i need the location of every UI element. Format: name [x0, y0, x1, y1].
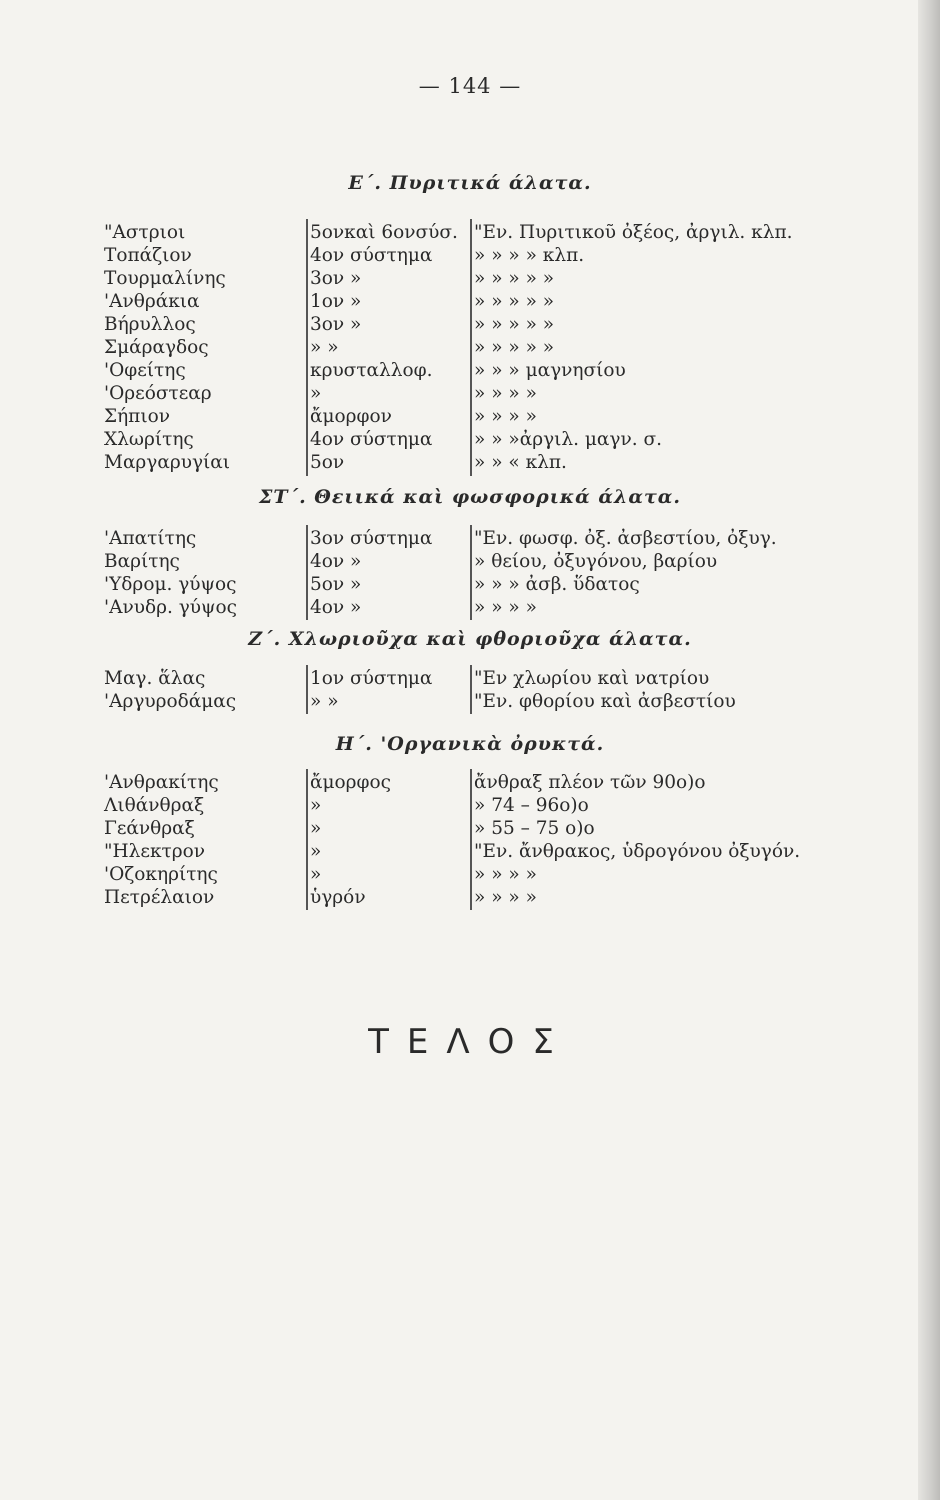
table-row [104, 528, 854, 551]
mineral-name: "Ηλεκτρον [104, 841, 206, 862]
table-row [104, 772, 854, 795]
crystal-system: 5ον » [310, 574, 362, 595]
crystal-system: ἄμορφον [310, 406, 392, 427]
table-row [104, 383, 854, 406]
mineral-name: Λιθάνθραξ [104, 795, 205, 816]
mineral-name: Βήρυλλος [104, 314, 196, 335]
crystal-system: 3ον σύστημα [310, 528, 433, 549]
table-row [104, 864, 854, 887]
crystal-system: » » [310, 691, 339, 712]
table-silicates [104, 222, 854, 475]
composition: "Εν χλωρίου καὶ νατρίου [474, 668, 710, 689]
composition: » » » » [474, 406, 537, 427]
composition: "Εν. ἄνθρακος, ὑδρογόνου ὀξυγόν. [474, 841, 801, 862]
composition: » » »ἀργιλ. μαγν. σ. [474, 429, 662, 450]
composition: » » » » » [474, 268, 555, 289]
mineral-name: "Αστριοι [104, 222, 186, 243]
composition: » » » » » [474, 291, 555, 312]
crystal-system: 5ονκαὶ 6ονσύσ. [310, 222, 458, 243]
table-chlorides-fluorides [104, 668, 854, 714]
mineral-name: Τοπάζιον [104, 245, 192, 266]
composition: » 74 – 96ο)ο [474, 795, 589, 816]
crystal-system: ὑγρόν [310, 887, 366, 908]
mineral-name: 'Οζοκηρίτης [104, 864, 218, 885]
mineral-name: Τουρμαλίνης [104, 268, 226, 289]
composition: » θείου, ὀξυγόνου, βαρίου [474, 551, 718, 572]
crystal-system: » [310, 795, 322, 816]
mineral-name: 'Ορεόστεαρ [104, 383, 212, 404]
crystal-system: 3ον » [310, 314, 362, 335]
composition: » » » ἀσβ. ὕδατος [474, 574, 640, 595]
mineral-name: 'Ανθράκια [104, 291, 200, 312]
table-row [104, 222, 854, 245]
crystal-system: κρυσταλλοφ. [310, 360, 433, 381]
section-heading-chlorides-fluorides: Ζ΄. Χλωριοῦχα καὶ φθοριοῦχα άλατα. [248, 628, 692, 650]
table-row [104, 887, 854, 910]
mineral-name: 'Οφείτης [104, 360, 186, 381]
mineral-name: Πετρέλαιον [104, 887, 215, 908]
mineral-name: Σήπιον [104, 406, 170, 427]
crystal-system: » » [310, 337, 339, 358]
composition: » » » » » [474, 314, 555, 335]
table-row [104, 691, 854, 714]
mineral-name: Βαρίτης [104, 551, 180, 572]
crystal-system: » [310, 841, 322, 862]
crystal-system: » [310, 383, 322, 404]
table-row [104, 818, 854, 841]
crystal-system: 4ον σύστημα [310, 245, 433, 266]
table-row [104, 268, 854, 291]
table-organic-minerals [104, 772, 854, 910]
composition: » 55 – 75 ο)ο [474, 818, 595, 839]
mineral-name: 'Ανθρακίτης [104, 772, 219, 793]
table-row [104, 597, 854, 620]
table-row [104, 291, 854, 314]
table-row [104, 551, 854, 574]
composition: "Εν. Πυριτικοῦ ὀξέος, ἀργιλ. κλπ. [474, 222, 793, 243]
composition: » » » » [474, 864, 537, 885]
composition: » » » » κλπ. [474, 245, 585, 266]
mineral-name: Γεάνθραξ [104, 818, 195, 839]
mineral-name: Σμάραγδος [104, 337, 209, 358]
section-heading-sulfates-phosphates: ΣΤ΄. Θειικά καὶ φωσφορικά άλατα. [259, 486, 681, 508]
composition: » » » μαγνησίου [474, 360, 626, 381]
section-heading-organic-minerals: Η΄. 'Οργανικὰ ὀρυκτά. [335, 733, 605, 755]
crystal-system: ἄμορφος [310, 772, 391, 793]
crystal-system: 4ον » [310, 597, 362, 618]
crystal-system: » [310, 818, 322, 839]
composition: » » » » » [474, 337, 555, 358]
mineral-name: 'Υδρομ. γύψος [104, 574, 237, 595]
crystal-system: 4ον » [310, 551, 362, 572]
table-row [104, 406, 854, 429]
table-row [104, 360, 854, 383]
mineral-name: Μαργαρυγίαι [104, 452, 231, 473]
composition: » » « κλπ. [474, 452, 567, 473]
table-row [104, 452, 854, 475]
section-heading-silicates: Ε΄. Πυριτικά άλατα. [348, 172, 592, 194]
composition: "Εν. φθορίου καὶ ἀσβεστίου [474, 691, 736, 712]
crystal-system: » [310, 864, 322, 885]
composition: "Εν. φωσφ. ὀξ. ἀσβεστίου, ὀξυγ. [474, 528, 777, 549]
table-row [104, 668, 854, 691]
table-row [104, 795, 854, 818]
crystal-system: 4ον σύστημα [310, 429, 433, 450]
crystal-system: 1ον σύστημα [310, 668, 433, 689]
mineral-name: 'Αργυροδάμας [104, 691, 237, 712]
crystal-system: 3ον » [310, 268, 362, 289]
crystal-system: 5ον [310, 452, 345, 473]
table-row [104, 245, 854, 268]
mineral-name: 'Απατίτης [104, 528, 197, 549]
mineral-name: 'Ανυδρ. γύψος [104, 597, 238, 618]
table-row [104, 574, 854, 597]
page-number: — 144 — [418, 74, 522, 98]
crystal-system: 1ον » [310, 291, 362, 312]
mineral-name: Χλωρίτης [104, 429, 194, 450]
mineral-name: Μαγ. ἅλας [104, 668, 206, 689]
table-row [104, 337, 854, 360]
composition: » » » » [474, 597, 537, 618]
composition: » » » » [474, 383, 537, 404]
table-row [104, 314, 854, 337]
end-title: ΤΕΛΟΣ [368, 1022, 572, 1062]
composition: ἄνθραξ πλέον τῶν 90ο)ο [474, 772, 706, 793]
composition: » » » » [474, 887, 537, 908]
table-sulfates-phosphates [104, 528, 854, 620]
table-row [104, 841, 854, 864]
table-row [104, 429, 854, 452]
